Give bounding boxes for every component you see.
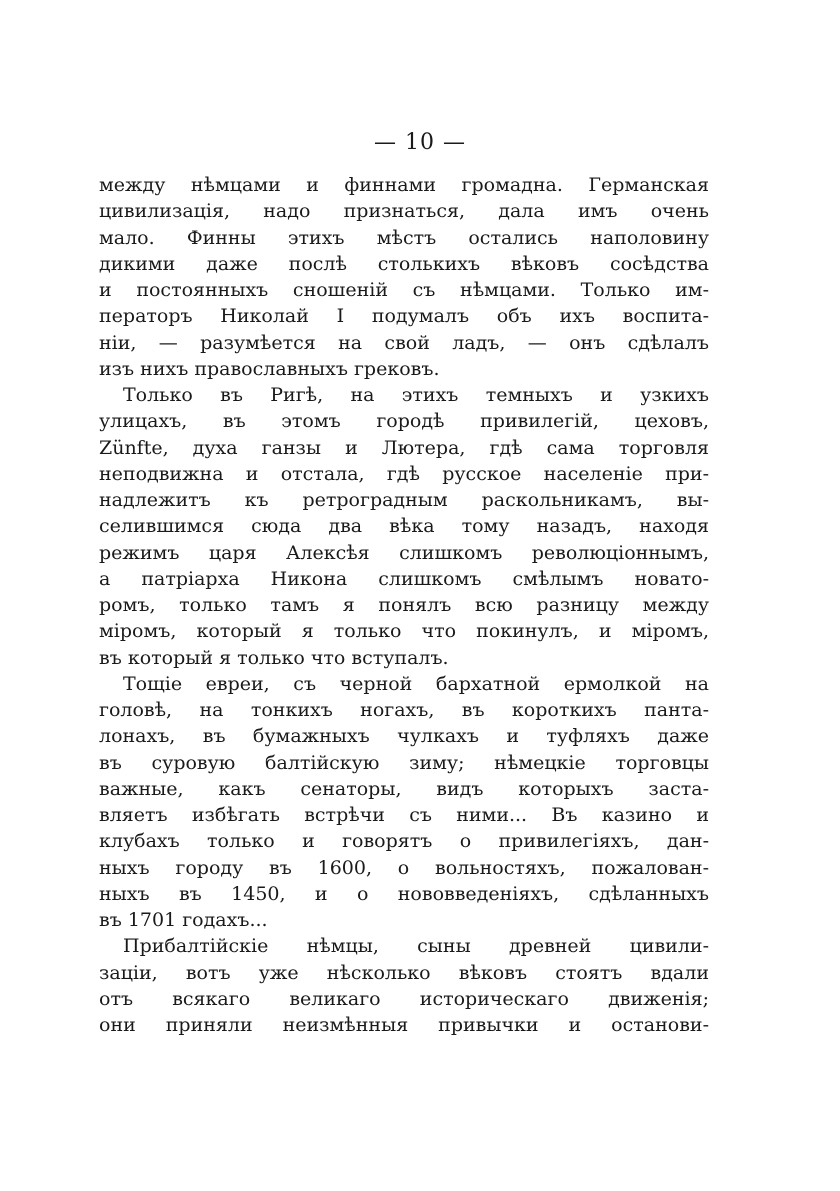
text-line: въ который я только что вступалъ. [99,646,449,669]
text-line: важные, какъ сенаторы, видъ которыхъ заста- [99,777,709,800]
text-line: мало. Финны этихъ мѣстъ остались наполовину [99,226,709,249]
text-line: ромъ, только тамъ я понялъ всю разницу между [99,594,709,616]
body-text [99,172,709,1038]
text-line: ніи, — разумѣется на свой ладъ, — онъ сдѣлалъ [99,331,709,354]
text-line: улицахъ, въ этомъ городѣ привилегій, цеховъ, [99,410,709,433]
text-line: ныхъ въ 1450, и о нововведеніяхъ, сдѣланныхъ [99,882,709,905]
text-line: вляетъ избѣгать встрѣчи съ ними... Въ казино и [99,804,709,826]
text-line: отъ всякаго великаго историческаго движенія; [99,987,709,1010]
text-line: они приняли неизмѣнныя привычки и останови- [99,1014,709,1036]
text-line: цивилизація, надо признаться, дала имъ очень [99,200,709,223]
text-line: головѣ, на тонкихъ ногахъ, въ короткихъ панта- [99,699,709,721]
text-line: Тощіе евреи, съ черной бархатной ермолкой на [123,672,709,695]
text-line: и постоянныхъ сношеній съ нѣмцами. Только им- [99,279,709,301]
text-line: заціи, вотъ уже нѣсколько вѣковъ стоятъ вдали [99,961,709,984]
text-line: изъ нихъ православныхъ грековъ. [99,357,440,380]
page-number: — 10 — [374,130,466,155]
text-line: ныхъ городу въ 1600, о вольностяхъ, пожалован- [99,856,709,879]
text-line: Прибалтійскіе нѣмцы, сыны древней цивили- [123,935,709,958]
text-line: клубахъ только и говорятъ о привилегіяхъ, дан- [99,830,709,853]
text-line: въ суровую балтійскую зиму; нѣмецкіе торговцы [99,751,709,774]
text-line: Zünfte, духа ганзы и Лютера, гдѣ сама торговля [99,436,709,459]
text-line: между нѣмцами и финнами громадна. Германская [99,174,709,196]
text-line: надлежитъ къ ретроградным раскольникамъ, вы- [99,489,709,511]
text-line: дикими даже послѣ столькихъ вѣковъ сосѣдства [99,252,709,275]
text-line: неподвижна и отстала, гдѣ русское населеніе при- [99,462,709,485]
text-line: селившимся сюда два вѣка тому назадъ, находя [99,515,709,538]
text-line: ператоръ Николай I подумалъ объ ихъ воспита- [99,305,709,328]
text-line: режимъ царя Алексѣя слишкомъ революціоннымъ, [99,541,709,564]
text-line: лонахъ, въ бумажныхъ чулкахъ и туфляхъ даже [99,725,709,748]
text-line: а патріарха Никона слишкомъ смѣлымъ новато- [99,567,709,590]
text-line: міромъ, который я только что покинулъ, и міромъ, [99,620,709,643]
text-line: Только въ Ригѣ, на этихъ темныхъ и узкихъ [123,384,709,406]
text-line: въ 1701 годахъ... [99,909,268,931]
